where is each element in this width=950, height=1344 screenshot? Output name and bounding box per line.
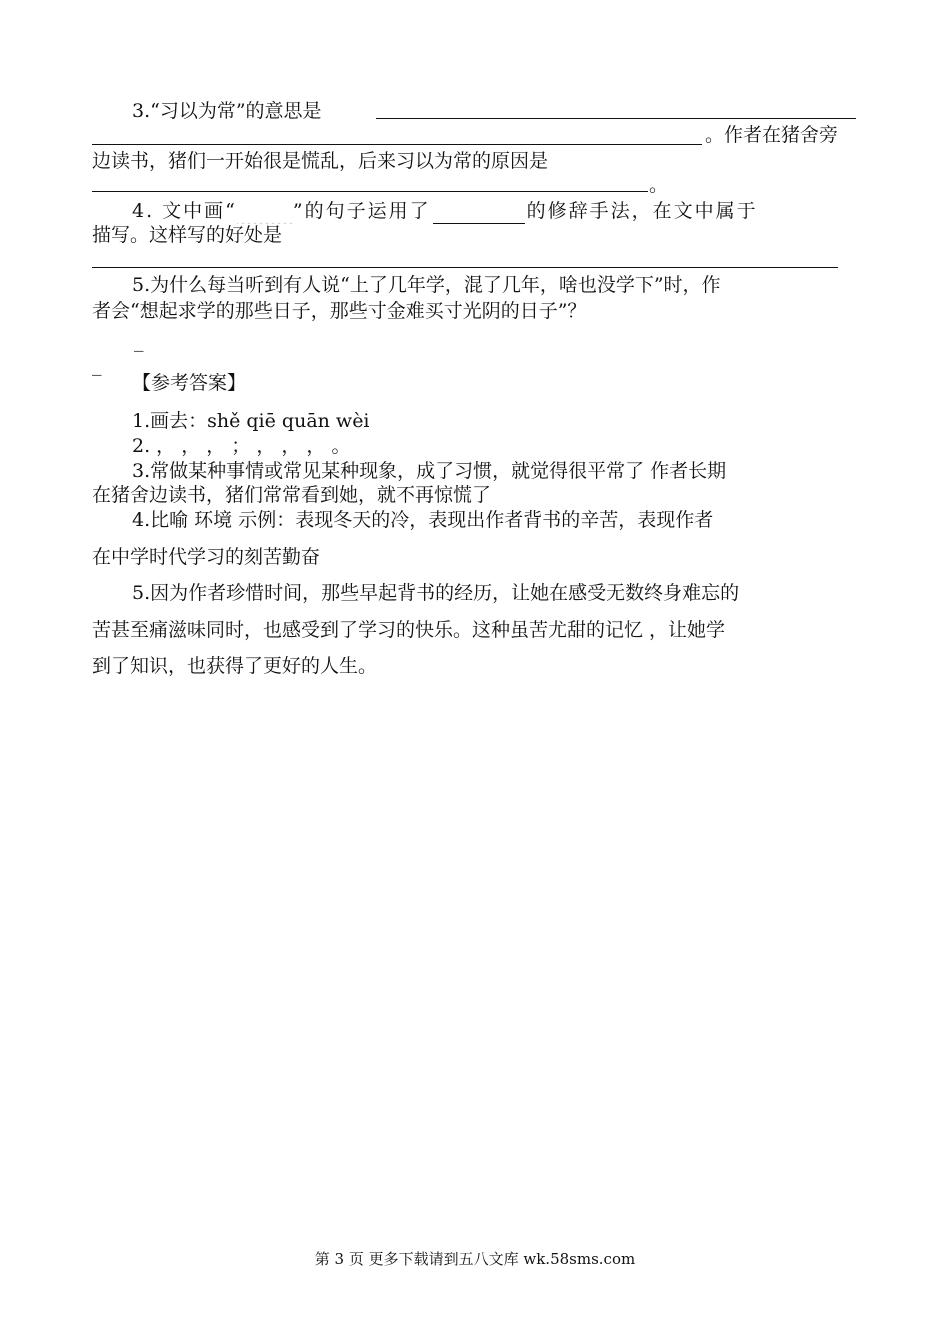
answer-5-line2: 苦甚至痛滋味同时，也感受到了学习的快乐。这种虽苦尤甜的记忆 ，让她学 xyxy=(92,619,726,641)
answer-4-line1: 4.比喻 环境 示例：表现冬天的冷，表现出作者背书的辛苦，表现作者 xyxy=(132,509,714,531)
q5-blank-2: _ xyxy=(92,354,102,376)
wavy-underline-mark xyxy=(237,204,293,224)
answer-1: 1.画去：shě qiē quān wèi xyxy=(132,410,370,432)
q5-line1: 5.为什么每当听到有人说“上了几年学，混了几年，啥也没学下”时，作 xyxy=(132,274,721,296)
q3-prompt: 3.“习以为常”的意思是 xyxy=(132,100,322,122)
q3-line2-tail: 。作者在猪舍旁 xyxy=(705,124,839,146)
answer-3-line1: 3.常做某种事情或常见某种现象，成了习惯，就觉得很平常了 作者长期 xyxy=(132,460,727,482)
answer-5-line1: 5.因为作者珍惜时间，那些早起背书的经历，让她在感受无数终身难忘的 xyxy=(132,582,740,604)
q4-answer-line xyxy=(92,267,838,268)
q3-line4-tail: 。 xyxy=(649,174,669,196)
q3-line3: 边读书，猪们一开始很是慌乱，后来习以为常的原因是 xyxy=(92,150,549,172)
q4-line2: 描写。这样写的好处是 xyxy=(92,224,283,246)
q5-line2: 者会“想起求学的那些日子，那些寸金难买寸光阴的日子”？ xyxy=(92,300,587,322)
q4-rhetoric-blank xyxy=(433,205,525,224)
answer-5-line3: 到了知识，也获得了更好的人生。 xyxy=(92,655,378,677)
q3-answer-line-2 xyxy=(92,144,702,145)
answer-4-line2: 在中学时代学习的刻苦勤奋 xyxy=(92,546,321,568)
q4-part2: ”的句子运用了 xyxy=(292,200,431,222)
answer-3-line2: 在猪舍边读书，猪们常常看到她，就不再惊慌了 xyxy=(92,484,492,506)
q3-answer-line-1 xyxy=(376,118,856,119)
page-footer: 第 3 页 更多下载请到五八文库 wk.58sms.com xyxy=(314,1250,636,1268)
q5-blank-1: _ xyxy=(134,330,144,352)
q4-part1: 4. 文中画“ xyxy=(132,200,237,222)
answer-2: 2. ， ， ， ； ， ， ， 。 xyxy=(132,435,351,457)
q3-answer-line-3 xyxy=(92,191,648,192)
answers-heading: 【参考答案】 xyxy=(132,372,247,394)
q4-part3: 的修辞手法，在文中属于 xyxy=(526,200,758,222)
q4-line1 xyxy=(132,198,758,224)
